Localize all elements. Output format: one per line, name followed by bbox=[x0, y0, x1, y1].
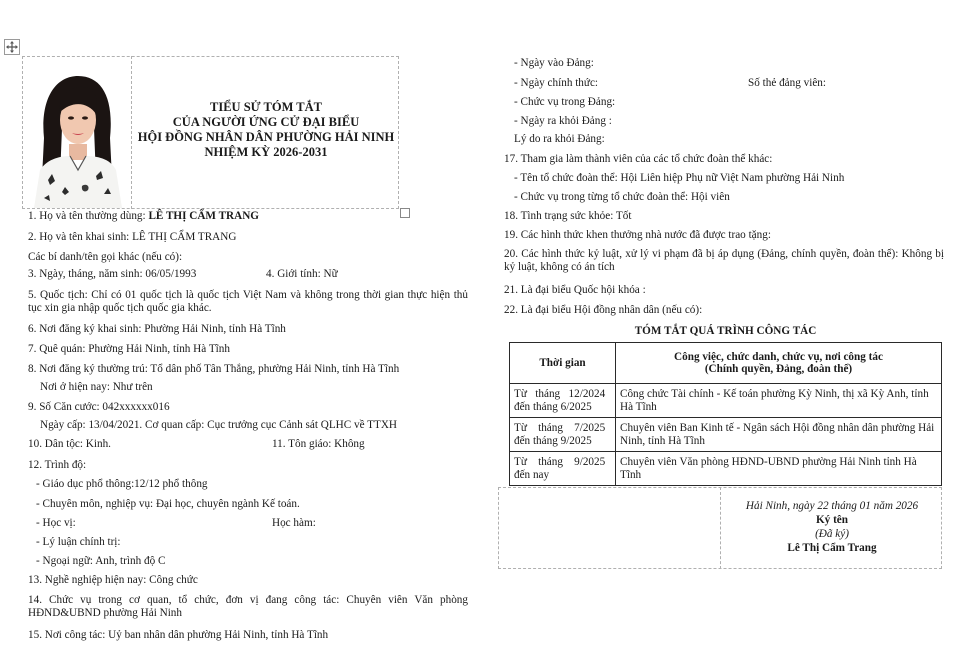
signature-date: Hải Ninh, ngày 22 tháng 01 năm 2026 bbox=[745, 500, 919, 512]
field-organization-name: - Tên tổ chức đoàn thể: Hội Liên hiệp Phụ nữ Việt Nam phường Hải Ninh bbox=[514, 172, 845, 184]
signature-table-divider bbox=[720, 487, 721, 569]
cell-time-from: Từ tháng 12/2024 bbox=[514, 388, 606, 400]
column-header-work bbox=[616, 343, 942, 384]
field-occupation: 13. Nghề nghiệp hiện nay: Công chức bbox=[28, 574, 198, 586]
cell-description: Chuyên viên Ban Kinh tế - Ngân sách Hội đồng nhân dân phường Hải Ninh, tỉnh Hà Tĩnh bbox=[616, 418, 942, 452]
title-line-3: HỘI ĐỒNG NHÂN DÂN PHƯỜNG HẢI NINH bbox=[137, 130, 395, 144]
field-organizations: 17. Tham gia làm thành viên của các tổ chức đoàn thể khác: bbox=[504, 153, 773, 165]
title-line-1: TIỂU SỬ TÓM TẮT bbox=[210, 100, 322, 114]
field-health: 18. Tình trạng sức khỏe: Tốt bbox=[504, 210, 632, 222]
table-row bbox=[510, 384, 942, 418]
cell-description: Công chức Tài chính - Kế toán phường Kỳ Ninh, thị xã Kỳ Anh, tỉnh Hà Tĩnh bbox=[616, 384, 942, 418]
field-party-leave-date: - Ngày ra khỏi Đảng : bbox=[514, 115, 612, 127]
field-discipline: 20. Các hình thức kỷ luật, xử lý vi phạm đã bị áp dụng (Đảng, chính quyền, đoàn thể): Không bị kỷ luật, không có án tích bbox=[504, 248, 944, 273]
field-permanent-residence: 8. Nơi đăng ký thường trú: Tổ dân phố Tân Thắng, phường Hải Ninh, tỉnh Hà Tĩnh bbox=[28, 363, 400, 375]
resize-handle-icon[interactable] bbox=[400, 208, 410, 218]
document-title bbox=[134, 100, 398, 160]
signature-label: Ký tên bbox=[815, 514, 848, 526]
portrait-photo bbox=[26, 58, 128, 208]
table-row bbox=[510, 418, 942, 452]
cell-time bbox=[510, 452, 616, 486]
title-line-4: NHIỆM KỲ 2026-2031 bbox=[204, 145, 328, 159]
field-aliases: Các bí danh/tên gọi khác (nếu có): bbox=[28, 251, 183, 263]
field-label: 1. Họ và tên thường dùng: bbox=[28, 210, 149, 222]
field-academic-rank: Học hàm: bbox=[272, 517, 316, 529]
field-party-join-date: - Ngày vào Đảng: bbox=[514, 57, 594, 69]
field-awards: 19. Các hình thức khen thưởng nhà nước đã được trao tặng: bbox=[504, 229, 771, 241]
work-history-table bbox=[509, 342, 942, 486]
cell-time-from: Từ tháng 9/2025 bbox=[514, 456, 606, 468]
cell-time bbox=[510, 384, 616, 418]
table-header-row bbox=[510, 343, 942, 384]
field-workplace: 15. Nơi công tác: Uỷ ban nhân dân phường Hải Ninh, tỉnh Hà Tĩnh bbox=[28, 629, 329, 641]
field-common-name bbox=[28, 209, 259, 223]
column-header-work-line2: (Chính quyền, Đảng, đoàn thể) bbox=[704, 363, 853, 375]
field-people-council: 22. Là đại biểu Hội đồng nhân dân (nếu có): bbox=[504, 304, 703, 316]
field-foreign-language: - Ngoại ngữ: Anh, trình độ C bbox=[36, 555, 166, 567]
field-national-assembly: 21. Là đại biểu Quốc hội khóa : bbox=[504, 284, 646, 296]
field-ethnicity: 10. Dân tộc: Kinh. bbox=[28, 438, 111, 450]
field-position: 14. Chức vụ trong cơ quan, tổ chức, đơn vị đang công tác: Chuyên viên Văn phòng HĐND&UBND phường Hải Ninh bbox=[28, 594, 468, 619]
field-party-position: - Chức vụ trong Đảng: bbox=[514, 96, 616, 108]
field-education: 12. Trình độ: bbox=[28, 459, 87, 471]
cell-time-from: Từ tháng 7/2025 bbox=[514, 422, 606, 434]
field-hometown: 7. Quê quán: Phường Hải Ninh, tỉnh Hà Tĩnh bbox=[28, 343, 230, 355]
cell-time-to: đến tháng 9/2025 bbox=[514, 434, 592, 447]
field-id-issued: Ngày cấp: 13/04/2021. Cơ quan cấp: Cục trưởng cục Cảnh sát QLHC về TTXH bbox=[40, 419, 397, 431]
cell-description: Chuyên viên Văn phòng HĐND-UBND phường Hải Ninh tỉnh Hà Tĩnh bbox=[616, 452, 942, 486]
field-religion: 11. Tôn giáo: Không bbox=[272, 438, 365, 450]
field-nationality: 5. Quốc tịch: Chỉ có 01 quốc tịch là quốc tịch Việt Nam và không trong thời gian thực hiện thủ tục xin gia nhập quốc tịch quốc gia khác. bbox=[28, 289, 468, 314]
cell-time-to: đến nay bbox=[514, 468, 550, 481]
field-organization-role: - Chức vụ trong từng tổ chức đoàn thể: Hội viên bbox=[514, 191, 730, 203]
field-general-education: - Giáo dục phổ thông:12/12 phổ thông bbox=[36, 478, 208, 490]
title-line-2: CỦA NGƯỜI ỨNG CỬ ĐẠI BIỂU bbox=[172, 115, 360, 129]
field-gender: 4. Giới tính: Nữ bbox=[266, 268, 338, 280]
field-current-residence: Nơi ở hiện nay: Như trên bbox=[40, 381, 153, 393]
field-id-number: 9. Số Căn cước: 042xxxxxx016 bbox=[28, 401, 170, 413]
column-header-time: Thời gian bbox=[510, 343, 616, 384]
signature-note: (Đã ký) bbox=[815, 528, 849, 540]
cell-time-to: đến tháng 6/2025 bbox=[514, 400, 592, 413]
field-academic-degree: - Học vị: bbox=[36, 517, 76, 529]
signer-name: Lê Thị Cẩm Trang bbox=[787, 542, 877, 554]
work-history-title: TÓM TẮT QUÁ TRÌNH CÔNG TÁC bbox=[634, 325, 817, 337]
field-party-official-date: - Ngày chính thức: bbox=[514, 77, 599, 89]
header-table-divider bbox=[131, 56, 132, 209]
field-birth-name: 2. Họ và tên khai sinh: LÊ THỊ CẨM TRANG bbox=[28, 231, 237, 243]
field-party-card-number: Số thẻ đảng viên: bbox=[748, 77, 826, 89]
field-birth-registration: 6. Nơi đăng ký khai sinh: Phường Hải Ninh, tỉnh Hà Tĩnh bbox=[28, 323, 286, 335]
field-value: LÊ THỊ CẨM TRANG bbox=[148, 210, 259, 222]
field-dob: 3. Ngày, tháng, năm sinh: 06/05/1993 bbox=[28, 268, 197, 280]
column-header-work-line1: Công việc, chức danh, chức vụ, nơi công tác bbox=[674, 350, 883, 363]
table-move-handle-icon[interactable] bbox=[4, 39, 20, 55]
field-profession: - Chuyên môn, nghiệp vụ: Đại học, chuyên ngành Kế toán. bbox=[36, 498, 300, 510]
cell-time bbox=[510, 418, 616, 452]
table-row bbox=[510, 452, 942, 486]
field-party-leave-reason: Lý do ra khỏi Đảng: bbox=[514, 133, 605, 145]
field-political-theory: - Lý luận chính trị: bbox=[36, 536, 121, 548]
